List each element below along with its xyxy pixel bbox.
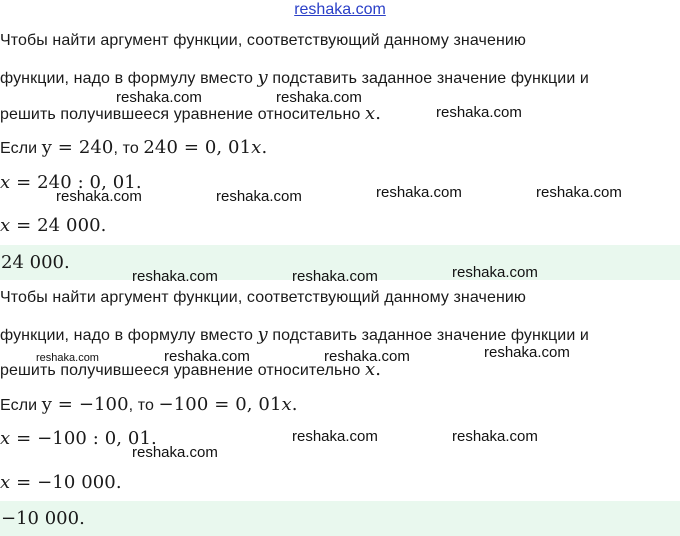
block2-equation-3: x = −10 000. (0, 472, 122, 493)
block1-text-line-2: функции, надо в формулу вместо y подставить заданное значение функции и (0, 67, 589, 88)
site-header-link[interactable]: reshaka.com (294, 1, 386, 18)
watermark: reshaka.com (132, 444, 218, 461)
watermark: reshaka.com (56, 188, 142, 205)
watermark: reshaka.com (376, 184, 462, 201)
watermark: reshaka.com (116, 89, 202, 106)
watermark: reshaka.com (436, 104, 522, 121)
block1-equation-3: x = 24 000. (0, 215, 107, 236)
watermark: reshaka.com (164, 348, 250, 365)
watermark: reshaka.com (452, 428, 538, 445)
block1-answer: 24 000. (0, 245, 680, 280)
block2-text-line-2: функции, надо в формулу вместо y подставить заданное значение функции и (0, 324, 589, 345)
block2-equation-1: Если y = −100, то −100 = 0, 01x. (0, 394, 298, 415)
watermark: reshaka.com (36, 352, 99, 364)
watermark: reshaka.com (484, 344, 570, 361)
watermark: reshaka.com (324, 348, 410, 365)
watermark: reshaka.com (452, 264, 538, 281)
watermark: reshaka.com (276, 89, 362, 106)
watermark: reshaka.com (132, 268, 218, 285)
block2-text-line-1: Чтобы найти аргумент функции, соответствующий данному значению (0, 289, 527, 306)
block2-answer: −10 000. (0, 501, 680, 536)
block1-equation-2: x = 240 : 0, 01. (0, 172, 142, 193)
watermark: reshaka.com (216, 188, 302, 205)
block1-text-line-1: Чтобы найти аргумент функции, соответствующий данному значению (0, 32, 527, 49)
block2-equation-2: x = −100 : 0, 01. (0, 428, 157, 449)
block1-equation-1: Если y = 240, то 240 = 0, 01x. (0, 137, 268, 158)
watermark: reshaka.com (536, 184, 622, 201)
watermark: reshaka.com (292, 428, 378, 445)
block1-text-line-3: решить получившееся уравнение относительно x. (0, 103, 382, 124)
block2-text-line-3: решить получившееся уравнение относительно x. (0, 359, 382, 380)
watermark: reshaka.com (292, 268, 378, 285)
